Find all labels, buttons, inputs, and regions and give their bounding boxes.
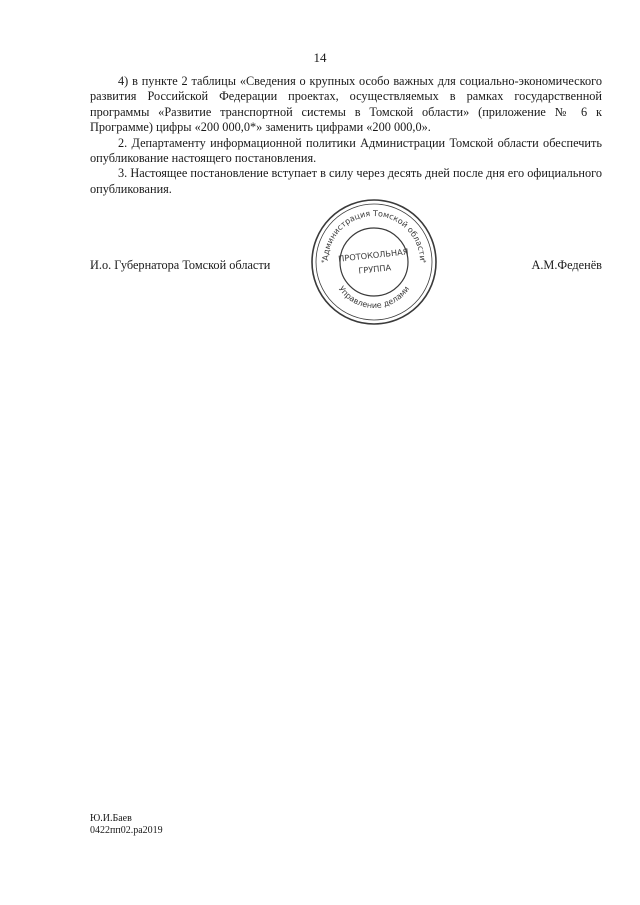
footer-doc-code: 0422пп02.ра2019: [90, 825, 163, 836]
stamp-star-right: *: [423, 259, 427, 267]
signatory-name: А.М.Феденёв: [531, 258, 602, 272]
document-footer: [90, 813, 163, 837]
paragraph-point-2: 2. Департаменту информационной политики Администрации Томской области обеспечить опубликование настоящего постановления.: [90, 135, 602, 166]
official-stamp: [308, 196, 440, 328]
stamp-ring-bottom-text: Управление делами: [336, 284, 412, 311]
stamp-center-line-2: ГРУППА: [357, 262, 392, 276]
stamp-center-line-1: ПРОТОКОЛЬНАЯ: [337, 246, 409, 264]
document-body: [90, 74, 602, 197]
signatory-title: И.о. Губернатора Томской области: [90, 258, 271, 272]
paragraph-item-4: 4) в пункте 2 таблицы «Сведения о крупных особо важных для социально-экономического развития Российской Федерации проектах, осуществляемых в рамках государственной программы «Развитие транспортной системы в Томской области» (приложение № 6 к Программе) цифры «200 000,0*» заменить цифрами «200 000,0».: [90, 74, 602, 135]
stamp-star-left: *: [321, 259, 325, 267]
footer-author: Ю.И.Баев: [90, 813, 132, 824]
paragraph-point-3: 3. Настоящее постановление вступает в силу через десять дней после дня его официального опубликования.: [90, 166, 602, 196]
stamp-ring-top-text: Администрация Томской области: [320, 208, 428, 261]
page-number: 14: [313, 50, 327, 65]
